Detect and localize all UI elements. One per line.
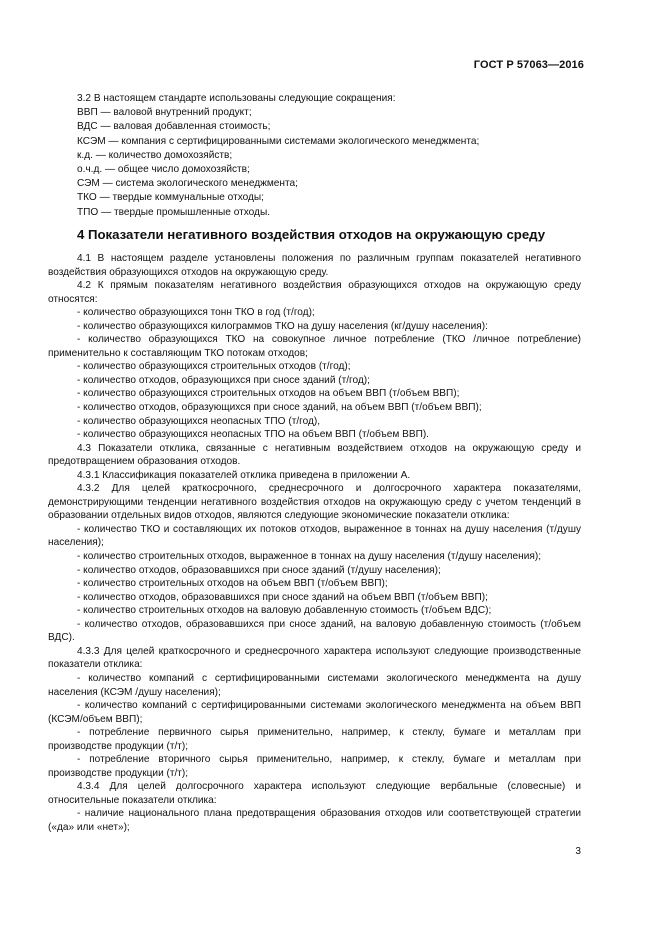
list-item-production: - потребление первичного сырья применительно, например, к стеклу, бумаге и металлам при производстве продукции (т/т);: [48, 727, 581, 752]
paragraph-4-3-3: 4.3.3 Для целей краткосрочного и среднесрочного характера используют следующие производственные показатели отклика:: [48, 645, 581, 671]
list-item-production: - потребление вторичного сырья применительно, например, к стеклу, бумаге и металлам при производстве продукции (т/т);: [48, 754, 581, 779]
abbreviations-intro: 3.2 В настоящем стандарте использованы следующие сокращения:: [77, 93, 396, 104]
page-number: 3: [575, 846, 581, 857]
list-item-economic: - количество строительных отходов на валовую добавленную стоимость (т/объем ВДС);: [77, 605, 492, 617]
paragraph-4-3: 4.3 Показатели отклика, связанные с негативным воздействием отходов на окружающую среду и предотвращением образования отходов.: [48, 442, 581, 468]
list-item-economic: - количество отходов, образовавшихся при сносе зданий, на валовую добавленную стоимость (т/объем ВДС).: [48, 618, 581, 644]
list-item-direct: - количество отходов, образующихся при сносе зданий (т/год);: [77, 374, 370, 386]
paragraph-4-1: 4.1 В настоящем разделе установлены положения по различным группам показателей негативного воздействия образующихся отходов на окружающую среду.: [48, 253, 581, 278]
abbreviation-item: ТКО — твердые коммунальные отходы;: [77, 192, 264, 204]
abbreviation-item: ТПО — твердые промышленные отходы.: [77, 206, 271, 218]
list-item-direct: - количество образующихся ТКО на совокупное личное потребление (ТКО /личное потребление) применительно к составляющим ТКО потокам отходов;: [48, 334, 581, 359]
section-title: 4 Показатели негативного воздействия отходов на окружающую среду: [77, 227, 546, 242]
paragraph-4-3-2: 4.3.2 Для целей краткосрочного, среднесрочного и долгосрочного характера показателями, демонстрирующими тенденции негативного воздействия отходов на окружающую среду с учетом тенденций в образовании отдельных видов отходов, являются следующие экономические показатели отклика:: [48, 483, 581, 522]
paragraph-4-3-4: 4.3.4 Для целей долгосрочного характера используют следующие вербальные (словесные) и относительные показатели отклика:: [48, 781, 581, 806]
abbreviation-item: к.д. — количество домохозяйств;: [77, 149, 233, 161]
abbreviations-block: [77, 92, 479, 220]
list-item-production: - количество компаний с сертифицированными системами экологического менеджмента на душу населения (КСЭМ /душу населения);: [48, 672, 581, 698]
list-item-direct: - количество образующихся строительных отходов на объем ВВП (т/объем ВВП);: [77, 388, 460, 400]
abbreviation-item: ВВП — валовой внутренний продукт;: [77, 107, 252, 119]
document-code-header: ГОСТ Р 57063—2016: [473, 59, 584, 71]
abbreviation-item: ВДС — валовая добавленная стоимость;: [77, 121, 271, 133]
list-item-direct: - количество отходов, образующихся при сносе зданий, на объем ВВП (т/объем ВВП);: [77, 402, 482, 414]
list-item-production: - количество компаний с сертифицированными системами экологического менеджмента на объем ВВП (КСЭМ/объем ВВП);: [48, 700, 581, 725]
list-item-direct: - количество образующихся тонн ТКО в год (т/год);: [77, 307, 315, 319]
list-item-economic: - количество строительных отходов на объем ВВП (т/объем ВВП);: [77, 578, 388, 590]
list-item-direct: - количество образующихся неопасных ТПО (т/год),: [77, 415, 321, 427]
list-item-economic: - количество отходов, образовавшихся при сносе зданий на объем ВВП (т/объем ВВП);: [77, 591, 488, 603]
abbreviation-item: КСЭМ — компания с сертифицированными системами экологического менеджмента;: [77, 135, 480, 147]
section-body: [48, 252, 581, 835]
list-item-direct: - количество образующихся строительных отходов (т/год);: [77, 361, 351, 373]
list-item-economic: - количество отходов, образовавшихся при сносе зданий (т/душу населения);: [77, 564, 441, 576]
list-item-verbal: - наличие национального плана предотвращения образования отходов или соответствующей стратегии («да» или «нет»);: [48, 808, 581, 833]
paragraph-4-3-1: 4.3.1 Классификация показателей отклика приведена в приложении А.: [77, 469, 411, 481]
list-item-economic: - количество строительных отходов, выраженное в тоннах на душу населения (т/душу населения);: [77, 551, 541, 563]
list-item-direct: - количество образующихся неопасных ТПО на объем ВВП (т/объем ВВП).: [77, 429, 429, 441]
list-item-direct: - количество образующихся килограммов ТКО на душу населения (кг/душу населения):: [77, 320, 488, 332]
abbreviation-item: о.ч.д. — общее число домохозяйств;: [77, 164, 250, 176]
list-item-economic: - количество ТКО и составляющих их потоков отходов, выраженное в тоннах на душу населения (т/душу населения);: [48, 523, 581, 549]
paragraph-4-2: 4.2 К прямым показателям негативного воздействия образующихся отходов на окружающую среду относятся:: [48, 280, 581, 305]
abbreviation-item: СЭМ — система экологического менеджмента;: [77, 178, 298, 190]
